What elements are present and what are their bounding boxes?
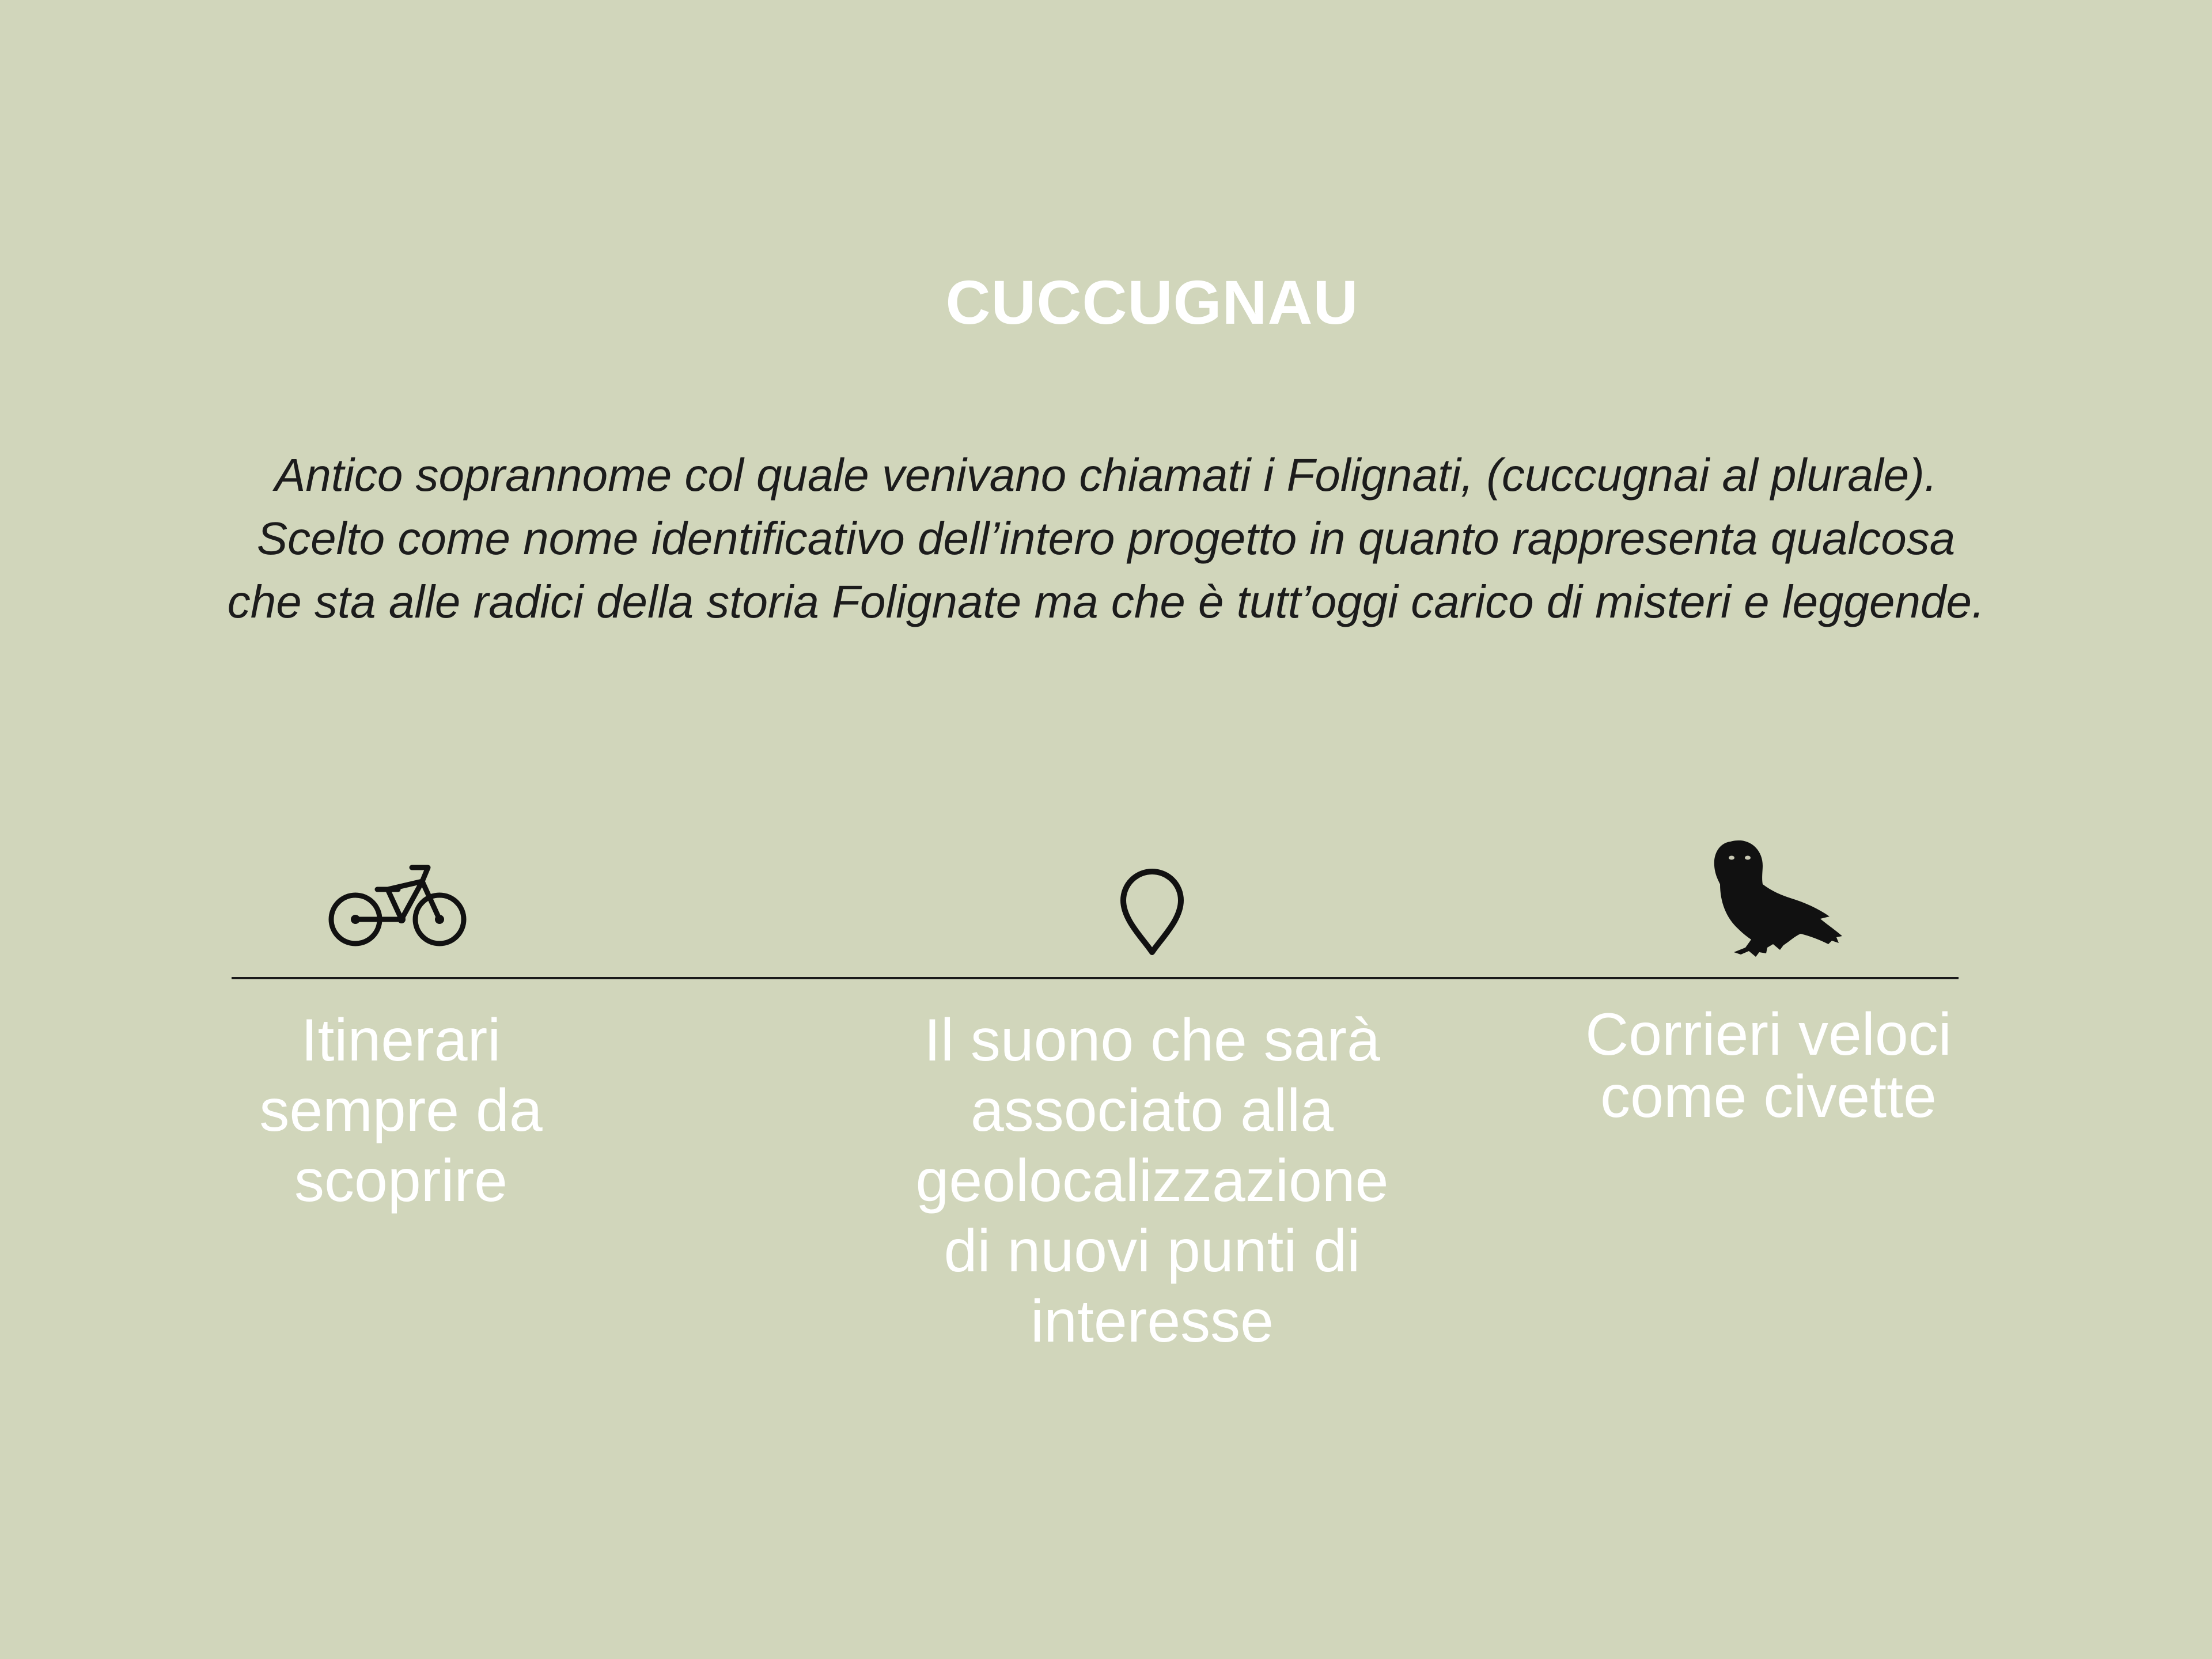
feature-line: Corrieri veloci (1585, 1001, 1952, 1068)
feature-line: geolocalizzazione (915, 1147, 1389, 1214)
description-line: Scelto come nome identificativo dell’intero progetto in quanto rappresenta qualcosa (256, 513, 1956, 564)
description (81, 444, 2131, 634)
feature-itinerari (171, 1005, 631, 1216)
feature-line: Il suono che sarà (923, 1007, 1381, 1074)
feature-suono (864, 1005, 1440, 1357)
description-line: Antico soprannome col quale venivano chiamati i Folignati, (cuccugnai al plurale). (274, 449, 1937, 501)
description-line: che sta alle radici della storia Folignate ma che è tutt’oggi carico di misteri e leggende. (227, 576, 1985, 627)
feature-line: di nuovi punti di (944, 1218, 1361, 1285)
bicycle-icon (325, 858, 475, 950)
location-pin-icon (1118, 867, 1187, 956)
feature-line: Itinerari (301, 1007, 501, 1074)
feature-line: scoprire (294, 1147, 507, 1214)
feature-line: come civette (1600, 1063, 1937, 1130)
divider-line (232, 977, 1959, 979)
owl-icon (1688, 838, 1849, 965)
feature-line: sempre da (259, 1077, 543, 1144)
feature-line: interesse (1031, 1288, 1274, 1355)
page-title: CUCCUGNAU (945, 267, 1359, 337)
feature-line: associato alla (970, 1077, 1334, 1144)
feature-corrieri (1538, 1003, 1999, 1128)
